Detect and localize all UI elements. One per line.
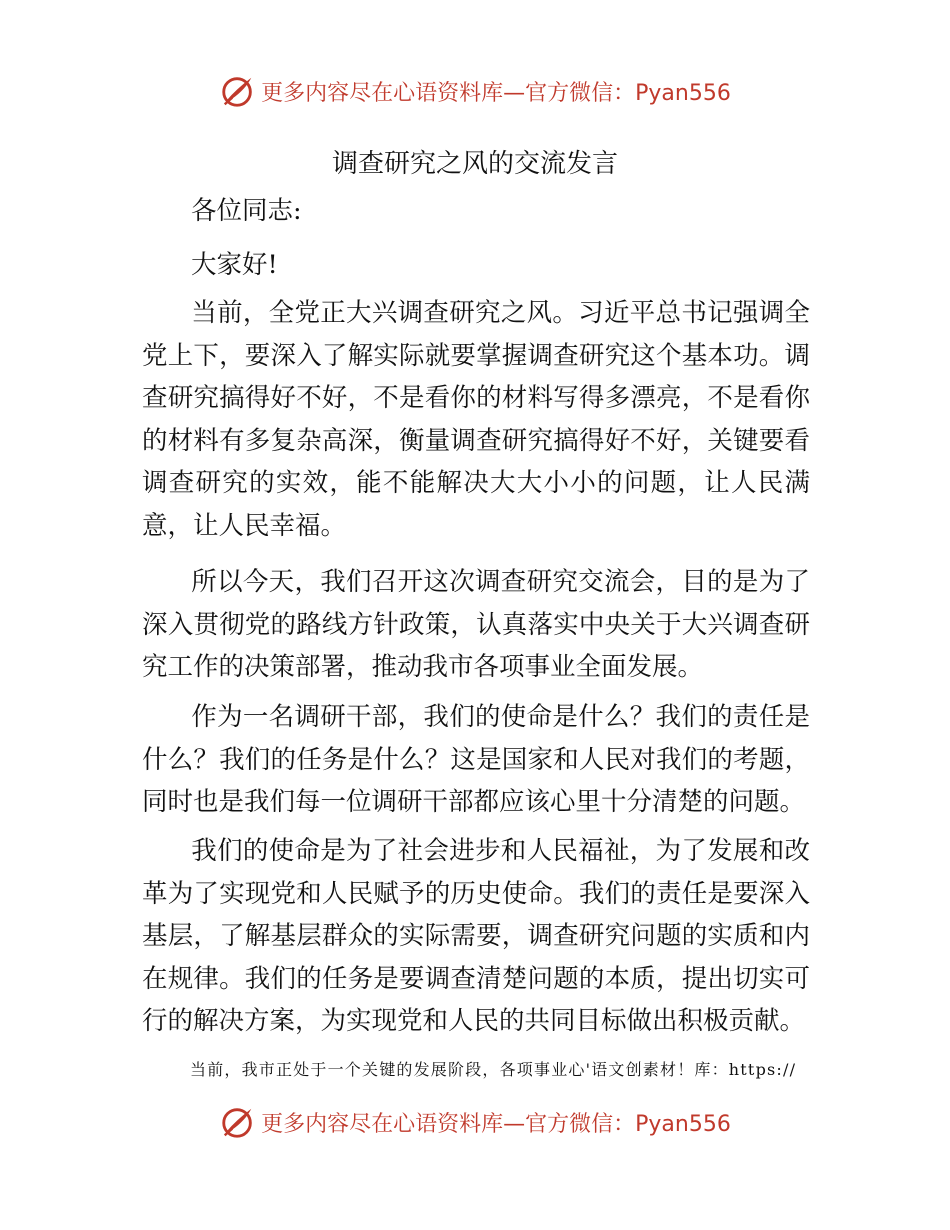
document-title: 调查研究之风的交流发言 <box>331 149 618 179</box>
paragraph-2-text: 所以今天，我们召开这次调查研究交流会，目的是为了深入贯彻党的路线方针政策，认真落实中央关于大兴调查研究工作的决策部署，推动我市各项事业全面发展。 <box>142 567 810 682</box>
quill-seal-icon <box>219 1103 257 1141</box>
banner-text: 更多内容尽在心语资料库—官方微信：Pyan556 <box>261 1111 731 1137</box>
greeting <box>142 190 810 233</box>
banner-text: 更多内容尽在心语资料库—官方微信：Pyan556 <box>261 80 731 106</box>
paragraph-3 <box>142 696 810 824</box>
paragraph-1 <box>142 292 810 547</box>
bottom-banner <box>0 1102 950 1142</box>
paragraph-1-text: 当前，全党正大兴调查研究之风。习近平总书记强调全党上下，要深入了解实际就要掌握调查研究这个基本功。调查研究搞得好不好，不是看你的材料写得多漂亮，不是看你的材料有多复杂高深，衡量调查研究搞得好不好，关键要看调查研究的实效，能不能解决大大小小的问题，让人民满意，让人民幸福。 <box>142 298 810 541</box>
hello <box>142 244 810 287</box>
top-banner <box>0 71 950 111</box>
paragraph-4-text: 我们的使命是为了社会进步和人民福祉，为了发展和改革为了实现党和人民赋予的历史使命。我们的责任是要深入基层，了解基层群众的实际需要，调查研究问题的实质和内在规律。我们的任务是要调查清楚问题的本质，提出切实可行的解决方案，为实现党和人民的共同目标做出积极贡献。 <box>142 836 810 1036</box>
paragraph-2 <box>142 561 810 689</box>
paragraph-4 <box>142 830 810 1043</box>
hello-text: 大家好! <box>191 250 278 280</box>
footer-line: 当前，我市正处于一个关键的发展阶段，各项事业心'语文创素材！库：https:// <box>190 1060 797 1079</box>
paragraph-3-text: 作为一名调研干部，我们的使命是什么？我们的责任是什么？我们的任务是什么？这是国家和人民对我们的考题，同时也是我们每一位调研干部都应该心里十分清楚的问题。 <box>142 702 810 817</box>
quill-seal-icon <box>219 72 257 110</box>
greeting-text: 各位同志: <box>191 196 302 226</box>
